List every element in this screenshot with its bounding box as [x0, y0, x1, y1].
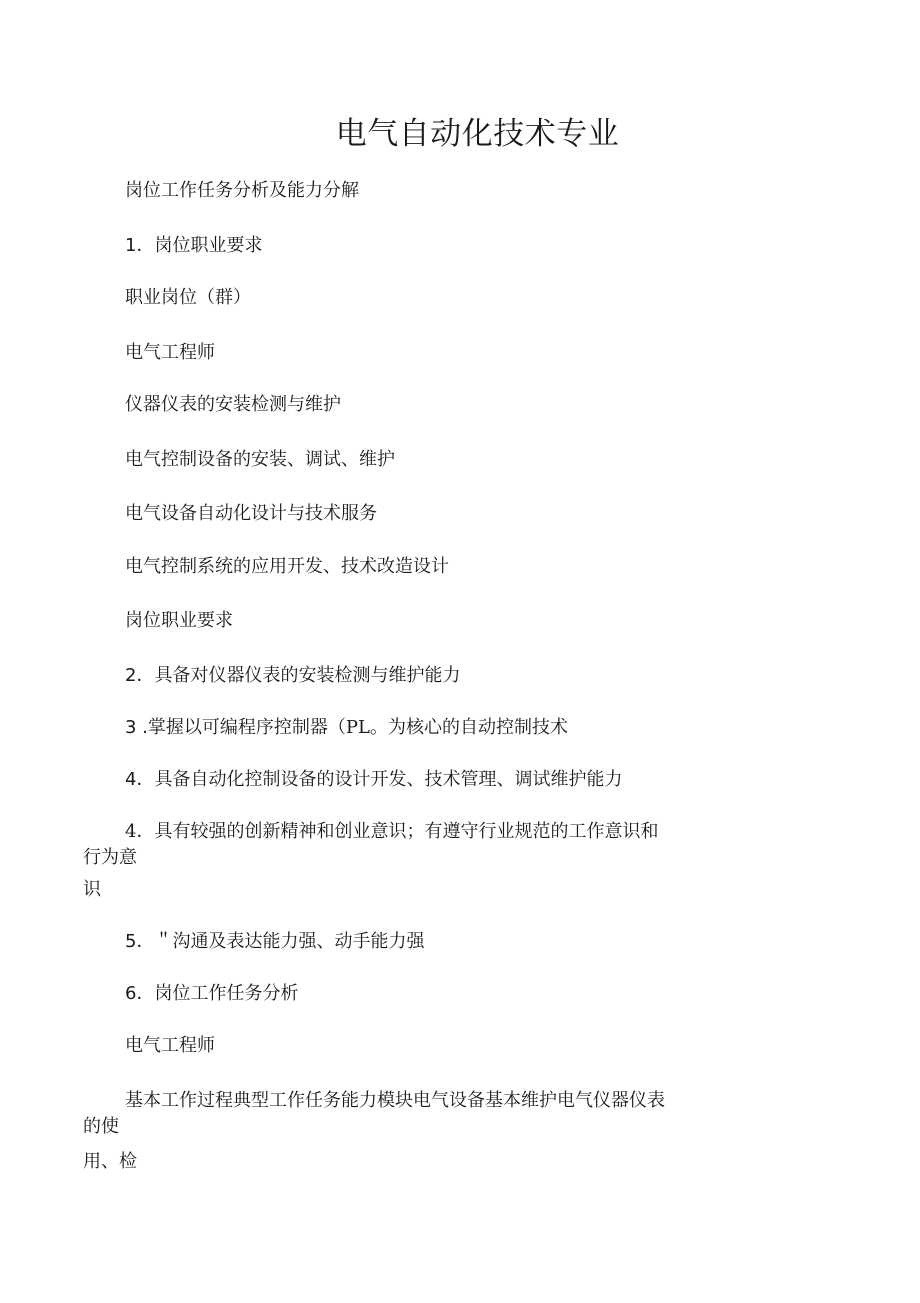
text-line — [125, 340, 215, 366]
text-line-content: 电气工程师 — [125, 1035, 215, 1056]
text-line — [125, 767, 622, 793]
text-line-content: 岗位工作任务分析及能力分解 — [125, 180, 359, 201]
text-line-content: 电气工程师 — [125, 342, 215, 363]
text-line — [125, 715, 568, 741]
text-line — [125, 285, 251, 311]
text-line-content: 具备对仪器仪表的安装检测与维护能力 — [154, 665, 461, 686]
item-number: 3 . — [125, 717, 148, 738]
text-line-content: 岗位职业要求 — [154, 235, 263, 256]
text-line — [125, 501, 377, 527]
text-line — [125, 663, 460, 689]
text-line — [125, 981, 298, 1007]
text-line-content: 职业岗位（群） — [125, 287, 251, 308]
document-title: 电气自动化技术专业 — [335, 116, 620, 152]
text-line-content: 具备自动化控制设备的设计开发、技术管理、调试维护能力 — [154, 769, 623, 790]
text-line-content: ＂沟通及表达能力强、动手能力强 — [154, 931, 425, 952]
wrapped-paragraph: 基本工作过程典型工作任务能力模块电气设备基本维护电气仪器仪表的使 — [83, 1090, 665, 1137]
text-line-content: 电气设备自动化设计与技术服务 — [125, 503, 377, 524]
text-line — [125, 929, 424, 955]
text-line — [125, 1033, 215, 1059]
text-line-content: 电气控制设备的安装、调试、维护 — [125, 449, 395, 470]
paragraph-tail: 用、检 — [83, 1151, 137, 1172]
text-line — [125, 233, 262, 259]
text-line — [125, 554, 449, 580]
item-number: 5． — [125, 931, 155, 952]
text-line — [125, 447, 395, 473]
text-line-content: 岗位工作任务分析 — [154, 983, 299, 1004]
item-number: 6． — [125, 983, 155, 1004]
text-line — [125, 392, 341, 418]
item-number: 4． — [125, 769, 155, 790]
item-number: 2． — [125, 665, 155, 686]
text-line-content: 岗位职业要求 — [125, 610, 233, 631]
item-number: 1． — [125, 235, 155, 256]
wrapped-paragraph: 4．具有较强的创新精神和创业意识；有遵守行业规范的工作意识和行为意 — [83, 821, 659, 868]
text-line-content: 仪器仪表的安装检测与维护 — [125, 394, 341, 415]
text-line — [125, 608, 233, 634]
text-line-content: 电气控制系统的应用开发、技术改造设计 — [125, 556, 449, 577]
text-line-content: 掌握以可编程序控制器（PL。为核心的自动控制技术 — [147, 717, 568, 738]
text-line — [125, 178, 359, 204]
paragraph-tail: 识 — [83, 879, 101, 900]
